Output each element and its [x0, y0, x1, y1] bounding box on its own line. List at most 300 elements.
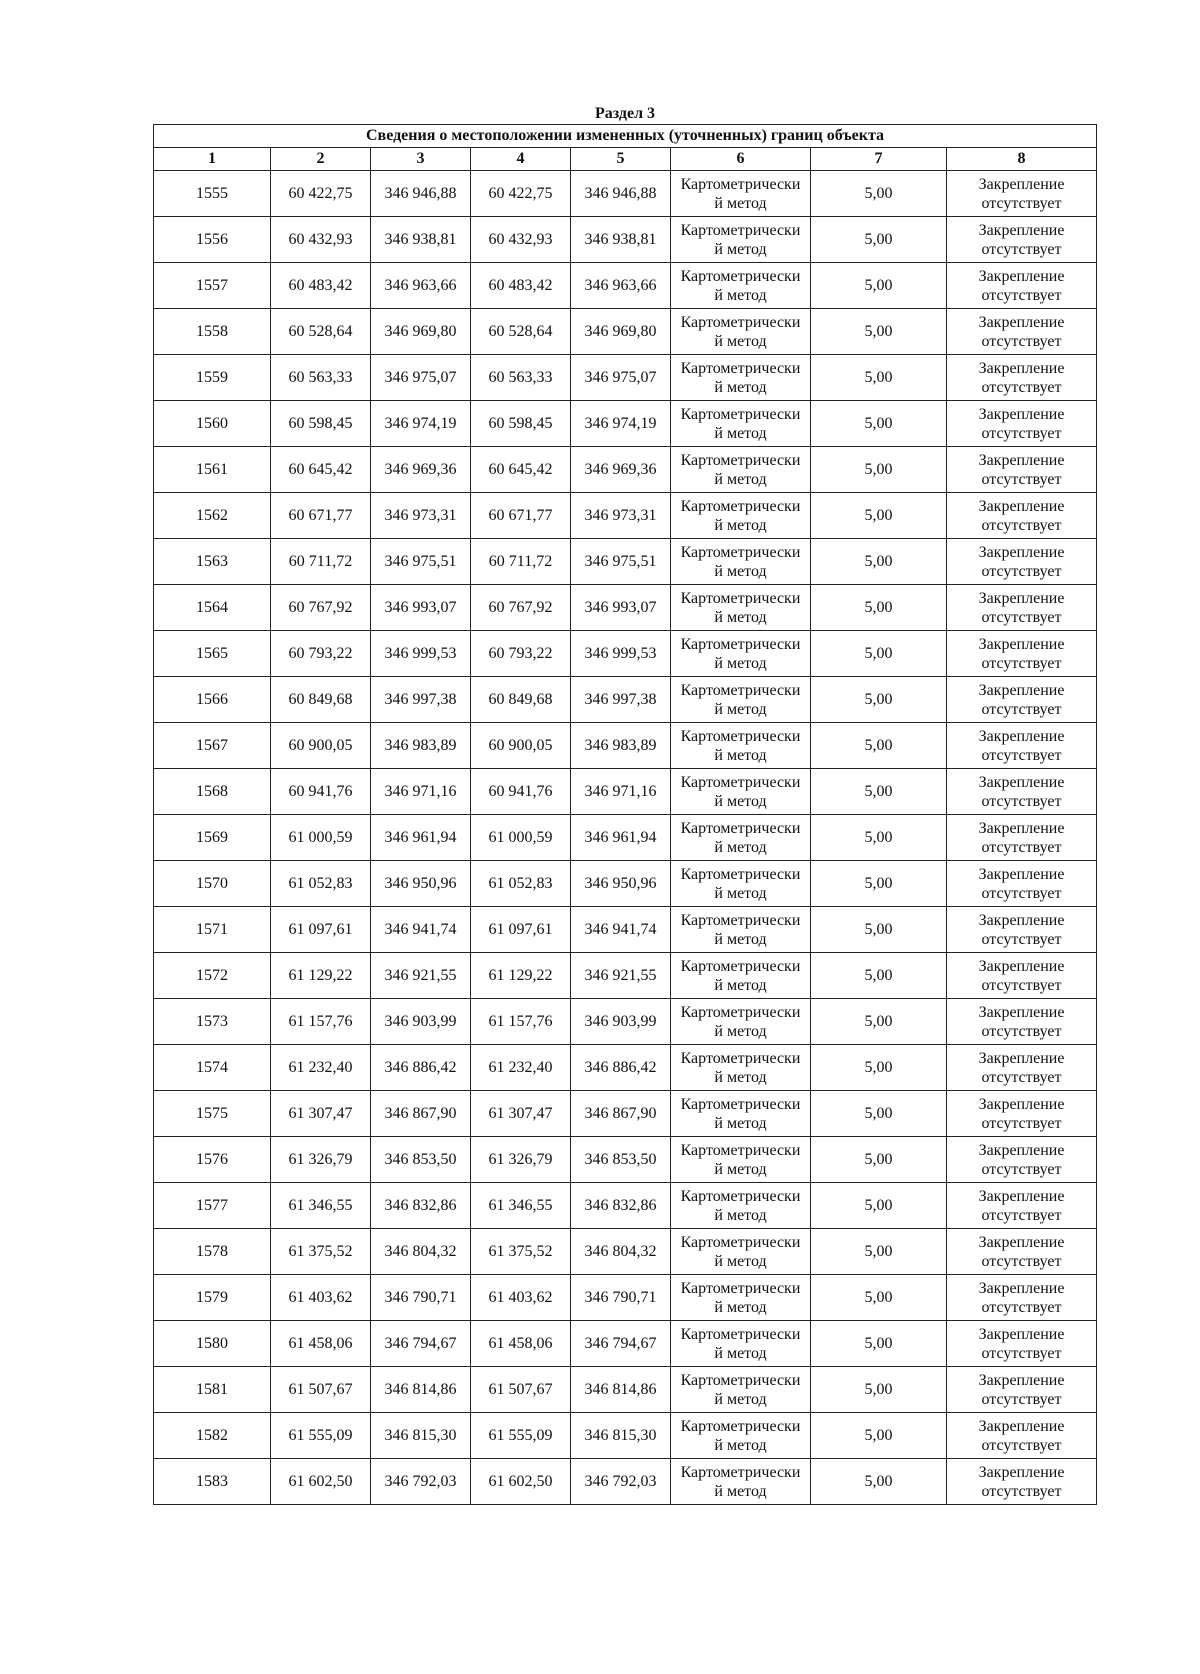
method-cell [671, 677, 811, 723]
method-text-line: й метод [714, 1022, 767, 1040]
x-new-cell: 60 563,33 [471, 355, 571, 401]
fixation-text-line: отсутствует [981, 332, 1062, 350]
y-existing-cell: 346 975,51 [371, 539, 471, 585]
table-row [154, 493, 1097, 539]
accuracy-cell: 5,00 [811, 1459, 947, 1505]
method-text-line: Картометрически [680, 773, 801, 791]
point-number-cell: 1581 [154, 1367, 271, 1413]
y-existing-cell: 346 999,53 [371, 631, 471, 677]
fixation-text-line: Закрепление [978, 957, 1065, 975]
method-text-line: Картометрически [680, 911, 801, 929]
x-existing-cell: 61 507,67 [271, 1367, 371, 1413]
method-text-line: й метод [714, 654, 767, 672]
x-new-cell: 61 097,61 [471, 907, 571, 953]
fixation-text-line: Закрепление [978, 451, 1065, 469]
point-number-cell: 1569 [154, 815, 271, 861]
fixation-text-line: Закрепление [978, 681, 1065, 699]
fixation-text-line: Закрепление [978, 1417, 1065, 1435]
method-text-line: й метод [714, 194, 767, 212]
method-text-line: й метод [714, 516, 767, 534]
method-cell [671, 1045, 811, 1091]
y-existing-cell: 346 938,81 [371, 217, 471, 263]
y-new-cell: 346 853,50 [571, 1137, 671, 1183]
x-existing-cell: 61 602,50 [271, 1459, 371, 1505]
y-new-cell: 346 941,74 [571, 907, 671, 953]
x-new-cell: 60 711,72 [471, 539, 571, 585]
fixation-cell [947, 263, 1097, 309]
x-new-cell: 61 326,79 [471, 1137, 571, 1183]
x-existing-cell: 61 097,61 [271, 907, 371, 953]
fixation-cell [947, 217, 1097, 263]
table-row [154, 539, 1097, 585]
fixation-text-line: отсутствует [981, 424, 1062, 442]
table-row [154, 1045, 1097, 1091]
y-existing-cell: 346 950,96 [371, 861, 471, 907]
x-existing-cell: 61 326,79 [271, 1137, 371, 1183]
fixation-cell [947, 447, 1097, 493]
x-existing-cell: 61 232,40 [271, 1045, 371, 1091]
accuracy-cell: 5,00 [811, 493, 947, 539]
fixation-text-line: Закрепление [978, 1325, 1065, 1343]
x-existing-cell: 60 849,68 [271, 677, 371, 723]
point-number-cell: 1558 [154, 309, 271, 355]
fixation-text-line: Закрепление [978, 727, 1065, 745]
method-cell [671, 493, 811, 539]
accuracy-cell: 5,00 [811, 1229, 947, 1275]
table-row [154, 1091, 1097, 1137]
x-new-cell: 61 157,76 [471, 999, 571, 1045]
table-row [154, 309, 1097, 355]
fixation-cell [947, 953, 1097, 999]
fixation-cell [947, 1229, 1097, 1275]
accuracy-cell: 5,00 [811, 355, 947, 401]
method-cell [671, 1367, 811, 1413]
y-new-cell: 346 969,36 [571, 447, 671, 493]
method-text-line: Картометрически [680, 1371, 801, 1389]
fixation-cell [947, 1183, 1097, 1229]
accuracy-cell: 5,00 [811, 677, 947, 723]
fixation-cell [947, 677, 1097, 723]
method-text-line: й метод [714, 1298, 767, 1316]
fixation-text-line: отсутствует [981, 792, 1062, 810]
column-number: 2 [271, 148, 371, 171]
method-text-line: й метод [714, 792, 767, 810]
method-text-line: й метод [714, 1390, 767, 1408]
fixation-cell [947, 815, 1097, 861]
column-number: 5 [571, 148, 671, 171]
fixation-text-line: Закрепление [978, 497, 1065, 515]
method-cell [671, 999, 811, 1045]
point-number-cell: 1564 [154, 585, 271, 631]
method-text-line: й метод [714, 286, 767, 304]
fixation-text-line: отсутствует [981, 838, 1062, 856]
method-text-line: й метод [714, 332, 767, 350]
fixation-text-line: отсутствует [981, 746, 1062, 764]
y-new-cell: 346 963,66 [571, 263, 671, 309]
method-text-line: Картометрически [680, 221, 801, 239]
method-text-line: Картометрически [680, 1095, 801, 1113]
fixation-text-line: отсутствует [981, 194, 1062, 212]
accuracy-cell: 5,00 [811, 1367, 947, 1413]
y-new-cell: 346 974,19 [571, 401, 671, 447]
x-existing-cell: 60 483,42 [271, 263, 371, 309]
table-row [154, 1321, 1097, 1367]
y-new-cell: 346 961,94 [571, 815, 671, 861]
x-existing-cell: 60 711,72 [271, 539, 371, 585]
fixation-text-line: Закрепление [978, 911, 1065, 929]
fixation-cell [947, 723, 1097, 769]
table-row [154, 1413, 1097, 1459]
x-existing-cell: 61 307,47 [271, 1091, 371, 1137]
table-caption-row [154, 125, 1097, 148]
method-cell [671, 815, 811, 861]
x-existing-cell: 60 941,76 [271, 769, 371, 815]
x-existing-cell: 60 528,64 [271, 309, 371, 355]
y-existing-cell: 346 969,80 [371, 309, 471, 355]
y-existing-cell: 346 973,31 [371, 493, 471, 539]
method-cell [671, 1137, 811, 1183]
fixation-text-line: отсутствует [981, 1114, 1062, 1132]
fixation-text-line: Закрепление [978, 405, 1065, 423]
table-row [154, 815, 1097, 861]
table-row [154, 999, 1097, 1045]
y-new-cell: 346 969,80 [571, 309, 671, 355]
y-existing-cell: 346 971,16 [371, 769, 471, 815]
method-text-line: Картометрически [680, 727, 801, 745]
fixation-text-line: Закрепление [978, 359, 1065, 377]
point-number-cell: 1573 [154, 999, 271, 1045]
x-existing-cell: 61 403,62 [271, 1275, 371, 1321]
table-row [154, 1275, 1097, 1321]
y-existing-cell: 346 814,86 [371, 1367, 471, 1413]
accuracy-cell: 5,00 [811, 585, 947, 631]
y-new-cell: 346 997,38 [571, 677, 671, 723]
fixation-cell [947, 585, 1097, 631]
accuracy-cell: 5,00 [811, 1275, 947, 1321]
accuracy-cell: 5,00 [811, 907, 947, 953]
y-new-cell: 346 794,67 [571, 1321, 671, 1367]
fixation-text-line: Закрепление [978, 313, 1065, 331]
point-number-cell: 1565 [154, 631, 271, 677]
accuracy-cell: 5,00 [811, 401, 947, 447]
fixation-cell [947, 1367, 1097, 1413]
y-new-cell: 346 973,31 [571, 493, 671, 539]
table-row [154, 1137, 1097, 1183]
table-body [154, 125, 1097, 1505]
method-text-line: Картометрически [680, 1463, 801, 1481]
y-existing-cell: 346 921,55 [371, 953, 471, 999]
fixation-text-line: отсутствует [981, 1252, 1062, 1270]
x-existing-cell: 61 129,22 [271, 953, 371, 999]
method-text-line: Картометрически [680, 957, 801, 975]
y-new-cell: 346 832,86 [571, 1183, 671, 1229]
x-new-cell: 60 941,76 [471, 769, 571, 815]
table-row [154, 769, 1097, 815]
y-existing-cell: 346 946,88 [371, 171, 471, 217]
x-existing-cell: 60 900,05 [271, 723, 371, 769]
table-row [154, 585, 1097, 631]
column-number: 4 [471, 148, 571, 171]
accuracy-cell: 5,00 [811, 447, 947, 493]
method-cell [671, 1413, 811, 1459]
fixation-cell [947, 1045, 1097, 1091]
point-number-cell: 1562 [154, 493, 271, 539]
method-text-line: й метод [714, 1068, 767, 1086]
fixation-cell [947, 1275, 1097, 1321]
method-text-line: й метод [714, 1114, 767, 1132]
section-label: Раздел 3 [594, 105, 656, 122]
fixation-cell [947, 1413, 1097, 1459]
table-caption: Сведения о местоположении измененных (уточненных) границ объекта [154, 125, 1097, 148]
x-new-cell: 60 483,42 [471, 263, 571, 309]
fixation-cell [947, 401, 1097, 447]
fixation-text-line: отсутствует [981, 240, 1062, 258]
fixation-cell [947, 539, 1097, 585]
method-text-line: Картометрически [680, 589, 801, 607]
y-existing-cell: 346 832,86 [371, 1183, 471, 1229]
method-text-line: й метод [714, 976, 767, 994]
fixation-text-line: отсутствует [981, 976, 1062, 994]
accuracy-cell: 5,00 [811, 263, 947, 309]
method-cell [671, 631, 811, 677]
table-row [154, 631, 1097, 677]
table-row [154, 1367, 1097, 1413]
method-text-line: Картометрически [680, 635, 801, 653]
y-existing-cell: 346 997,38 [371, 677, 471, 723]
fixation-text-line: отсутствует [981, 1160, 1062, 1178]
point-number-cell: 1572 [154, 953, 271, 999]
point-number-cell: 1560 [154, 401, 271, 447]
method-text-line: Картометрически [680, 1049, 801, 1067]
fixation-text-line: отсутствует [981, 378, 1062, 396]
x-new-cell: 61 052,83 [471, 861, 571, 907]
x-existing-cell: 60 432,93 [271, 217, 371, 263]
method-cell [671, 585, 811, 631]
method-text-line: Картометрически [680, 1003, 801, 1021]
fixation-text-line: отсутствует [981, 516, 1062, 534]
table-row [154, 217, 1097, 263]
method-text-line: Картометрически [680, 359, 801, 377]
x-existing-cell: 60 598,45 [271, 401, 371, 447]
column-number: 6 [671, 148, 811, 171]
accuracy-cell: 5,00 [811, 539, 947, 585]
y-existing-cell: 346 792,03 [371, 1459, 471, 1505]
table-row [154, 355, 1097, 401]
method-cell [671, 309, 811, 355]
y-existing-cell: 346 815,30 [371, 1413, 471, 1459]
method-text-line: й метод [714, 1206, 767, 1224]
y-existing-cell: 346 794,67 [371, 1321, 471, 1367]
y-existing-cell: 346 790,71 [371, 1275, 471, 1321]
x-new-cell: 60 793,22 [471, 631, 571, 677]
fixation-text-line: Закрепление [978, 1141, 1065, 1159]
y-new-cell: 346 886,42 [571, 1045, 671, 1091]
fixation-text-line: Закрепление [978, 819, 1065, 837]
table-row [154, 1459, 1097, 1505]
method-text-line: й метод [714, 884, 767, 902]
y-new-cell: 346 814,86 [571, 1367, 671, 1413]
method-text-line: Картометрически [680, 1417, 801, 1435]
accuracy-cell: 5,00 [811, 1091, 947, 1137]
y-new-cell: 346 792,03 [571, 1459, 671, 1505]
x-new-cell: 61 602,50 [471, 1459, 571, 1505]
method-cell [671, 401, 811, 447]
y-new-cell: 346 983,89 [571, 723, 671, 769]
method-cell [671, 171, 811, 217]
x-new-cell: 60 849,68 [471, 677, 571, 723]
x-new-cell: 61 458,06 [471, 1321, 571, 1367]
column-number: 8 [947, 148, 1097, 171]
boundary-table [153, 124, 1097, 1505]
x-existing-cell: 61 346,55 [271, 1183, 371, 1229]
fixation-cell [947, 769, 1097, 815]
point-number-cell: 1575 [154, 1091, 271, 1137]
method-text-line: й метод [714, 240, 767, 258]
table-row [154, 263, 1097, 309]
x-new-cell: 61 507,67 [471, 1367, 571, 1413]
method-text-line: й метод [714, 838, 767, 856]
x-new-cell: 60 767,92 [471, 585, 571, 631]
fixation-text-line: Закрепление [978, 1049, 1065, 1067]
table-row [154, 861, 1097, 907]
x-existing-cell: 61 000,59 [271, 815, 371, 861]
method-text-line: Картометрически [680, 497, 801, 515]
accuracy-cell: 5,00 [811, 1321, 947, 1367]
x-new-cell: 61 232,40 [471, 1045, 571, 1091]
fixation-cell [947, 493, 1097, 539]
accuracy-cell: 5,00 [811, 953, 947, 999]
method-text-line: Картометрически [680, 1325, 801, 1343]
y-new-cell: 346 938,81 [571, 217, 671, 263]
accuracy-cell: 5,00 [811, 309, 947, 355]
method-text-line: Картометрически [680, 1233, 801, 1251]
fixation-text-line: отсутствует [981, 1068, 1062, 1086]
table-row [154, 677, 1097, 723]
y-existing-cell: 346 975,07 [371, 355, 471, 401]
x-new-cell: 61 129,22 [471, 953, 571, 999]
method-text-line: й метод [714, 562, 767, 580]
point-number-cell: 1561 [154, 447, 271, 493]
method-text-line: й метод [714, 1252, 767, 1270]
method-cell [671, 907, 811, 953]
y-existing-cell: 346 886,42 [371, 1045, 471, 1091]
fixation-text-line: отсутствует [981, 1436, 1062, 1454]
point-number-cell: 1557 [154, 263, 271, 309]
fixation-text-line: Закрепление [978, 635, 1065, 653]
x-existing-cell: 61 375,52 [271, 1229, 371, 1275]
table-row [154, 953, 1097, 999]
method-cell [671, 723, 811, 769]
method-cell [671, 1183, 811, 1229]
method-text-line: й метод [714, 424, 767, 442]
x-new-cell: 60 645,42 [471, 447, 571, 493]
x-existing-cell: 60 422,75 [271, 171, 371, 217]
x-existing-cell: 61 555,09 [271, 1413, 371, 1459]
method-cell [671, 1091, 811, 1137]
fixation-text-line: Закрепление [978, 589, 1065, 607]
y-existing-cell: 346 974,19 [371, 401, 471, 447]
point-number-cell: 1559 [154, 355, 271, 401]
x-new-cell: 60 671,77 [471, 493, 571, 539]
fixation-cell [947, 999, 1097, 1045]
x-existing-cell: 60 563,33 [271, 355, 371, 401]
accuracy-cell: 5,00 [811, 1183, 947, 1229]
table-row [154, 907, 1097, 953]
method-text-line: Картометрически [680, 1279, 801, 1297]
x-new-cell: 60 432,93 [471, 217, 571, 263]
method-text-line: Картометрически [680, 405, 801, 423]
fixation-text-line: отсутствует [981, 470, 1062, 488]
column-number: 3 [371, 148, 471, 171]
method-text-line: Картометрически [680, 451, 801, 469]
method-text-line: й метод [714, 700, 767, 718]
point-number-cell: 1580 [154, 1321, 271, 1367]
column-number: 7 [811, 148, 947, 171]
fixation-text-line: отсутствует [981, 654, 1062, 672]
accuracy-cell: 5,00 [811, 999, 947, 1045]
method-text-line: й метод [714, 1160, 767, 1178]
y-existing-cell: 346 969,36 [371, 447, 471, 493]
table-row [154, 1183, 1097, 1229]
fixation-text-line: отсутствует [981, 1298, 1062, 1316]
x-existing-cell: 61 052,83 [271, 861, 371, 907]
point-number-cell: 1568 [154, 769, 271, 815]
x-new-cell: 60 900,05 [471, 723, 571, 769]
x-existing-cell: 61 458,06 [271, 1321, 371, 1367]
fixation-cell [947, 309, 1097, 355]
x-new-cell: 60 528,64 [471, 309, 571, 355]
table-row [154, 401, 1097, 447]
point-number-cell: 1563 [154, 539, 271, 585]
accuracy-cell: 5,00 [811, 217, 947, 263]
method-text-line: Картометрически [680, 267, 801, 285]
fixation-text-line: Закрепление [978, 1463, 1065, 1481]
point-number-cell: 1576 [154, 1137, 271, 1183]
y-new-cell: 346 999,53 [571, 631, 671, 677]
fixation-text-line: отсутствует [981, 1022, 1062, 1040]
fixation-text-line: Закрепление [978, 1003, 1065, 1021]
y-new-cell: 346 971,16 [571, 769, 671, 815]
method-cell [671, 355, 811, 401]
accuracy-cell: 5,00 [811, 723, 947, 769]
fixation-text-line: отсутствует [981, 884, 1062, 902]
method-text-line: Картометрически [680, 1141, 801, 1159]
table-row [154, 1229, 1097, 1275]
fixation-cell [947, 1459, 1097, 1505]
method-cell [671, 953, 811, 999]
method-text-line: Картометрически [680, 175, 801, 193]
y-new-cell: 346 975,51 [571, 539, 671, 585]
method-text-line: Картометрически [680, 1187, 801, 1205]
fixation-text-line: отсутствует [981, 930, 1062, 948]
fixation-cell [947, 631, 1097, 677]
point-number-cell: 1577 [154, 1183, 271, 1229]
method-text-line: й метод [714, 1344, 767, 1362]
fixation-text-line: отсутствует [981, 700, 1062, 718]
method-text-line: й метод [714, 1436, 767, 1454]
y-existing-cell: 346 804,32 [371, 1229, 471, 1275]
fixation-text-line: отсутствует [981, 1482, 1062, 1500]
point-number-cell: 1583 [154, 1459, 271, 1505]
point-number-cell: 1570 [154, 861, 271, 907]
y-new-cell: 346 804,32 [571, 1229, 671, 1275]
point-number-cell: 1574 [154, 1045, 271, 1091]
table-row [154, 171, 1097, 217]
fixation-text-line: Закрепление [978, 1233, 1065, 1251]
fixation-text-line: Закрепление [978, 1371, 1065, 1389]
table-row [154, 723, 1097, 769]
x-new-cell: 61 346,55 [471, 1183, 571, 1229]
